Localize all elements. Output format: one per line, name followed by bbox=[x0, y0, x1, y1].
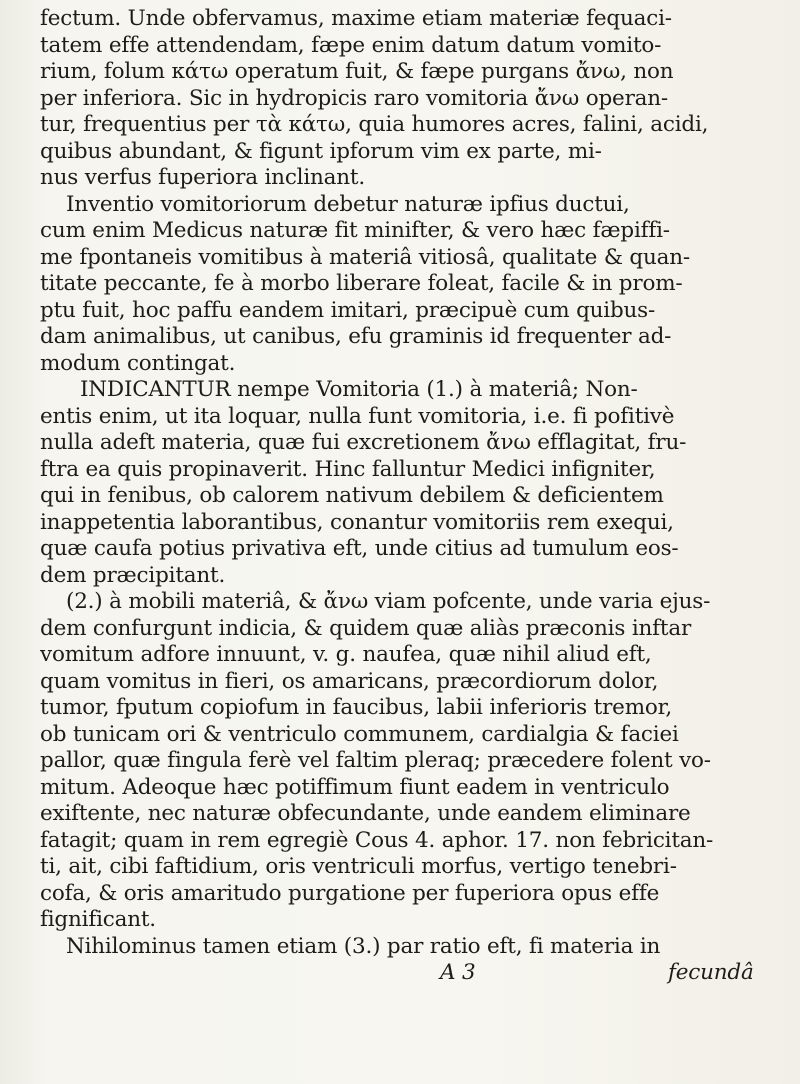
text-line: entis enim, ut ita loquar, nulla funt vomitoria, i.e. fi pofitivè bbox=[40, 403, 675, 429]
text-line: pallor, quæ fingula ferè vel faltim pleraq; præcedere folent vo- bbox=[40, 748, 711, 773]
text-line: ptu fuit, hoc paffu eandem imitari, præcipuè cum quibus- bbox=[40, 297, 656, 323]
text-line: tur, frequentius per τὰ κάτω, quia humores acres, falini, acidi, bbox=[40, 112, 709, 137]
text-line: nulla adeft materia, quæ fui excretionem ἄνω efflagitat, fru- bbox=[40, 430, 687, 455]
text-line: Nihilominus tamen etiam (3.) par ratio eft, fi materia in bbox=[66, 933, 661, 959]
text-line: qui in fenibus, ob calorem nativum debilem & deficientem bbox=[40, 483, 664, 508]
text-line: ob tunicam ori & ventriculo communem, cardialgia & faciei bbox=[40, 721, 679, 747]
text-line: cofa, & oris amaritudo purgatione per fuperiora opus effe bbox=[40, 880, 660, 906]
text-line: me fpontaneis vomitibus à materiâ vitiosâ, qualitate & quan- bbox=[40, 244, 690, 270]
catchword: fecundâ bbox=[668, 960, 754, 985]
text-line: fignificant. bbox=[40, 907, 156, 932]
text-line: cum enim Medicus naturæ fit minifter, & vero hæc fæpiffi- bbox=[40, 218, 670, 243]
text-line: exiftente, nec naturæ obfecundante, unde eandem eliminare bbox=[40, 801, 691, 826]
signature-mark: A 3 bbox=[440, 960, 476, 985]
page-footer bbox=[40, 960, 780, 987]
text-line: (2.) à mobili materiâ, & ἄνω viam pofcente, unde varia ejus- bbox=[66, 589, 711, 614]
text-line: nus verfus fuperiora inclinant. bbox=[40, 165, 366, 190]
text-line: quæ caufa potius privativa eft, unde citius ad tumulum eos- bbox=[40, 536, 679, 561]
text-line: rium, folum κάτω operatum fuit, & fæpe purgans ἄνω, non bbox=[40, 59, 674, 84]
text-line: ti, ait, cibi faftidium, oris ventriculi morfus, vertigo tenebri- bbox=[40, 854, 677, 879]
body-text bbox=[40, 6, 780, 987]
text-line: mitum. Adeoque hæc potiffimum fiunt eadem in ventriculo bbox=[40, 774, 670, 800]
text-line: Inventio vomitoriorum debetur naturæ ipfius ductui, bbox=[66, 191, 630, 217]
text-line: tumor, fputum copiofum in faucibus, labii inferioris tremor, bbox=[40, 695, 672, 720]
text-line: dem confurgunt indicia, & quidem quæ aliàs præconis inftar bbox=[40, 615, 692, 641]
text-line: titate peccante, fe à morbo liberare foleat, facile & in prom- bbox=[40, 271, 683, 296]
text-line: dam animalibus, ut canibus, efu graminis id frequenter ad- bbox=[40, 324, 672, 349]
text-line: dem præcipitant. bbox=[40, 562, 226, 588]
text-line: quam vomitus in fieri, os amaricans, præcordiorum dolor, bbox=[40, 668, 659, 694]
text-line: fectum. Unde obfervamus, maxime etiam materiæ fequaci- bbox=[40, 6, 672, 31]
text-line: inappetentia laborantibus, conantur vomitoriis rem exequi, bbox=[40, 509, 674, 535]
text-line: INDICANTUR nempe Vomitoria (1.) à materiâ; Non- bbox=[80, 377, 638, 402]
text-line: tatem effe attendendam, fæpe enim datum datum vomito- bbox=[40, 32, 662, 58]
text-line: modum contingat. bbox=[40, 350, 236, 376]
text-line: quibus abundant, & figunt ipforum vim ex parte, mi- bbox=[40, 138, 602, 164]
text-line: vomitum adfore innuunt, v. g. naufea, quæ nihil aliud eft, bbox=[40, 642, 652, 667]
text-line: fatagit; quam in rem egregiè Cous 4. aphor. 17. non febricitan- bbox=[40, 827, 714, 853]
text-line: per inferiora. Sic in hydropicis raro vomitoria ἄνω operan- bbox=[40, 85, 668, 111]
text-line: ftra ea quis propinaverit. Hinc falluntur Medici infigniter, bbox=[40, 456, 656, 482]
